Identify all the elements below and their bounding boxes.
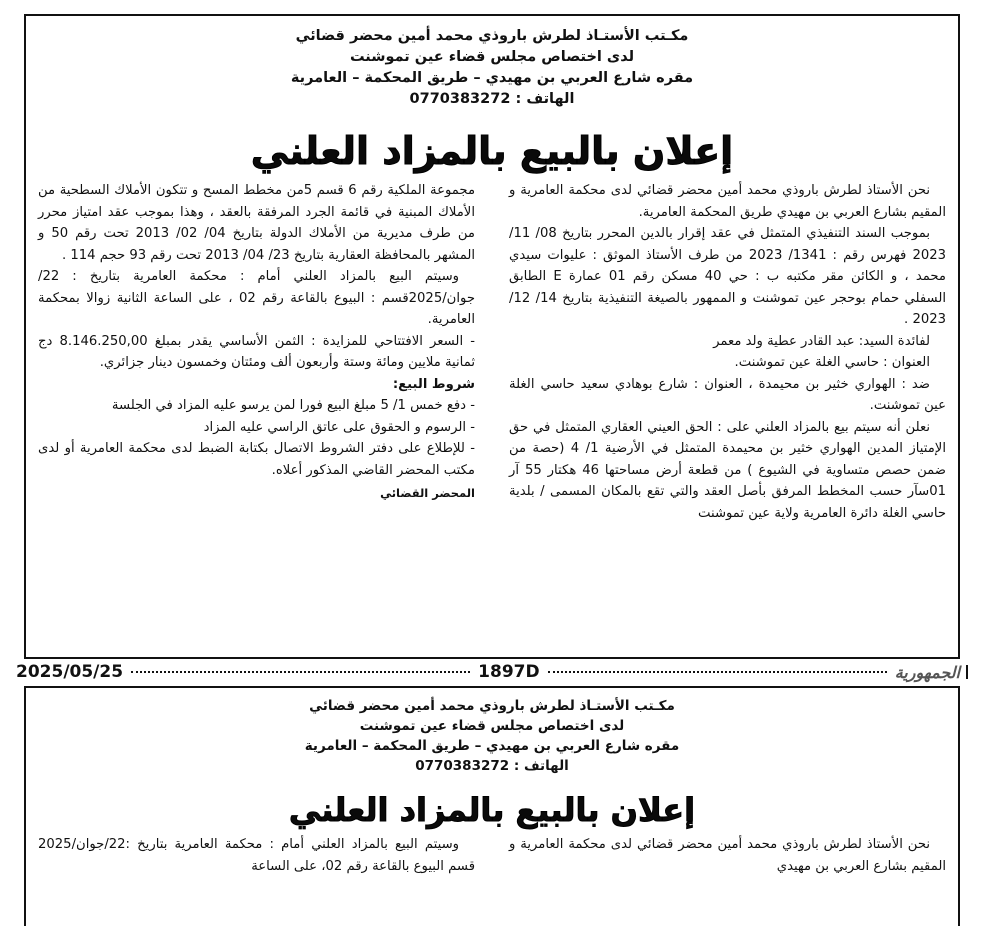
bailiff-office-header [26,26,958,110]
paragraph: وسيتم البيع بالمزاد العلني أمام : محكمة العامرية بتاريخ :22/جوان/2025 قسم البيوع بالقاعة رقم 02، على الساعة [38,837,475,874]
left-column [38,834,475,877]
notice-headline: إعلان بالبيع بالمزاد العلني [288,791,696,829]
paragraph: - للإطلاع على دفتر الشروط الاتصال بكتابة الضبط لدى محكمة العامرية أو لدى مكتب المحضر القاضي المذكور أعلاه. [38,441,475,478]
paragraph: نحن الأستاذ لطرش باروذي محمد أمين محضر قضائي لدى محكمة العامرية و المقيم بشارع العربي بن مهيدي طريق المحكمة العامرية. [509,183,946,220]
newspaper-logo: الجمهورية [894,662,960,682]
office-name: مكـتب الأستـاذ لطرش باروذي محمد أمين محضر قضائي [295,28,689,44]
paragraph: ضد : الهواري خثير بن محيمدة ، العنوان : شارع بوهادي سعيد حاسي الغلة عين تموشنت. [509,376,946,413]
notice-headline: إعلان بالبيع بالمزاد العلني [250,129,734,173]
divider [131,671,470,673]
notice-code: 1897D [478,662,540,682]
right-column [509,180,946,524]
office-phone: الهاتف : 0770383272 [409,91,575,107]
paragraph: لفائدة السيد: عبد القادر عطية ولد معمر [713,333,930,349]
paragraph: - الرسوم و الحقوق على عاتق الراسي عليه المزاد [203,419,475,435]
paragraph: نعلن أنه سيتم بيع بالمزاد العلني على : الحق العيني العقاري المتمثل في حق الإمتياز المدين الهواري خثير بن محيمدة المتمثل في الأرضية 1/ 4 (حصة من ضمن حصص متساوية في الشيوع ) من قطعة أرض مساحتها 46 هكتار 55 آر 01سآر حسب المخطط المرفق بأصل العقد والتي تقع بالمكان المسمى / بلدية حاسي الغلة دائرة العامرية ولاية عين تموشنت [509,419,946,521]
divider [548,671,887,673]
paragraph: بموجب السند التنفيذي المتمثل في عقد إقرار بالدين المحرر بتاريخ 08/ 11/ 2023 فهرس رقم : 1341/ 2023 من طرف الأستاذ الموثق : عليوات سيدي محمد ، و الكائن مقر مكتبه ب : حي 40 مسكن رقم 01 عمارة E الطابق السفلي حمام بوحجر عين تموشنت و الممهور بالصيغة التنفيذية بتاريخ 14/ 12/ 2023 . [509,226,946,327]
divider [960,665,968,679]
auction-notice [24,14,960,659]
office-address: مقره شارع العربي بن مهيدي – طريق المحكمة – العامرية [290,70,694,86]
paragraph: - السعر الافتتاحي للمزايدة : الثمن الأساسي يقدر بمبلغ 8.146.250,00 دج ثمانية ملايين ومائة وستة وأربعون ألف ومئتان وخمسون دينار جزائري. [38,333,476,370]
paragraph: العنوان : حاسي الغلة عين تموشنت. [734,355,930,370]
auction-notice [24,686,960,926]
office-address: مقره شارع العربي بن مهيدي – طريق المحكمة – العامرية [304,738,680,754]
paragraph: - دفع خمس 1/ 5 مبلغ البيع فورا لمن يرسو عليه المزاد في الجلسة [111,398,475,413]
bailiff-office-header [26,696,958,776]
conditions-heading: شروط البيع: [392,376,475,392]
paragraph: نحن الأستاذ لطرش باروذي محمد أمين محضر قضائي لدى محكمة العامرية و المقيم بشارع العربي بن مهيدي [509,837,946,874]
jurisdiction: لدى اختصاص مجلس قضاء عين تموشنت [359,718,625,734]
signature: المحضر القضائي [380,486,475,500]
paragraph: مجموعة الملكية رقم 6 قسم 5من مخطط المسح و تتكون الأملاك السطحية من الأملاك المبنية في قائمة الجرد المرفقة بالعقد ، وهذا بموجب عقد امتياز محرر من طرف مديرية من الأملاك الدولة بتاريخ 04/ 02/ 2013 تحت رقم 50 و المشهر بالمحافظة العقارية بتاريخ 23/ 04/ 2013 تحت رقم 93 حجم 114 . [38,183,476,263]
left-column [38,180,475,524]
office-name: مكـتب الأستـاذ لطرش باروذي محمد أمين محضر قضائي [309,698,675,714]
paragraph: وسيتم البيع بالمزاد العلني أمام : محكمة العامرية بتاريخ : 22/جوان/2025قسم : البيوع بالقاعة رقم 02 ، على الساعة الثانية زوالا بمحكمة العامرية. [38,269,475,327]
notice-body [26,180,958,524]
office-phone: الهاتف : 0770383272 [415,758,569,774]
right-column [509,834,946,877]
publication-date: 2025/05/25 [16,662,124,682]
page-footer [16,659,968,685]
jurisdiction: لدى اختصاص مجلس قضاء عين تموشنت [349,49,635,65]
notice-body [26,834,958,877]
